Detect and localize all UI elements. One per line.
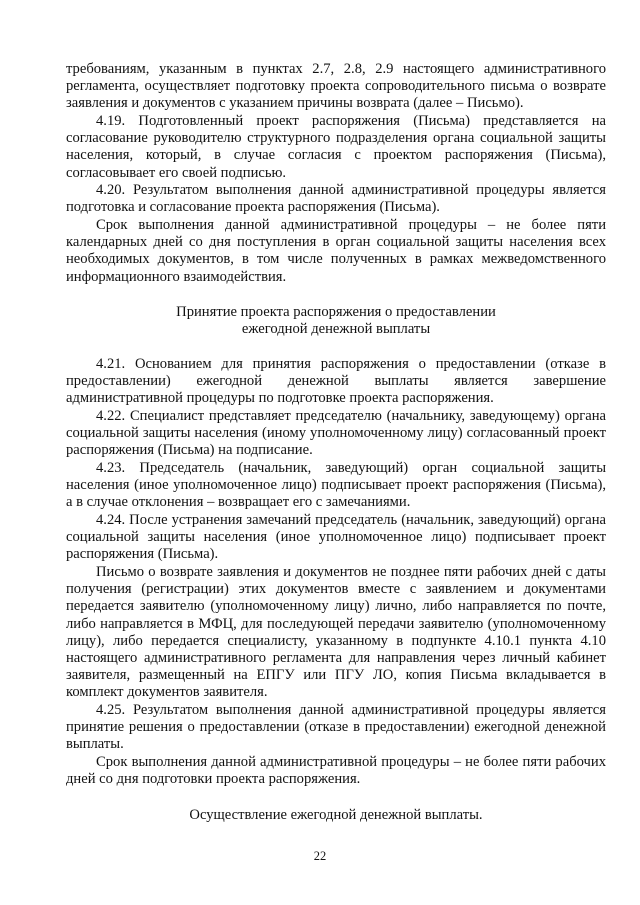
paragraph-4-23: 4.23. Председатель (начальник, заведующий) орган социальной защиты населения (иное уполномоченное лицо) подписывает проект распоряжения (Письма), а в случае отклонения – возвращает его с замечаниями. bbox=[66, 460, 606, 511]
paragraph-4-19: 4.19. Подготовленный проект распоряжения (Письма) представляется на согласование руководителю структурного подразделения органа социальной защиты населения, который, в случае согласия с проектом распоряжения (Письма), согласовывает его своей подписью. bbox=[66, 113, 606, 181]
section-heading-line1: Принятие проекта распоряжения о предоставлении bbox=[176, 304, 496, 320]
paragraph-letter-return: Письмо о возврате заявления и документов не позднее пяти рабочих дней с даты получения (регистрации) этих документов вместе с заявлением и документами передается заявителю (уполномоченному лицу) лично, либо направляется по почте, либо направляется в МФЦ, для последующей передачи заявителю (уполномоченному лицу), либо передается специалисту, указанному в подпункте 4.10.1 пункта 4.10 настоящего административного регламента для направления через личный кабинет заявителя, размещенный на ЕПГУ или ПГУ ЛО, копия Письма вкладывается в комплект документов заявителя. bbox=[66, 564, 606, 701]
paragraph-4-22: 4.22. Специалист представляет председателю (начальнику, заведующему) органа социальной защиты населения (иному уполномоченному лицу) согласованный проект распоряжения (Письма) на подписание. bbox=[66, 408, 606, 459]
paragraph-4-20: 4.20. Результатом выполнения данной административной процедуры является подготовка и согласование проекта распоряжения (Письма). bbox=[66, 182, 606, 216]
paragraph-deadline-1: Срок выполнения данной административной процедуры – не более пяти календарных дней со дня поступления в орган социальной защиты населения всех необходимых документов, в том числе полученных в рамках межведомственного информационного взаимодействия. bbox=[66, 217, 606, 285]
paragraph-4-21: 4.21. Основанием для принятия распоряжения о предоставлении (отказе в предоставлении) ежегодной денежной выплаты является завершение административной процедуры по подготовке проекта распоряжения. bbox=[66, 356, 606, 407]
paragraph-deadline-2: Срок выполнения данной административной процедуры – не более пяти рабочих дней со дня подготовки проекта распоряжения. bbox=[66, 754, 606, 788]
paragraph-4-25: 4.25. Результатом выполнения данной административной процедуры является принятие решения о предоставлении (отказе в предоставлении) ежегодной денежной выплаты. bbox=[66, 702, 606, 753]
section-heading-payment: Осуществление ежегодной денежной выплаты. bbox=[189, 807, 483, 823]
paragraph-continuation: требованиям, указанным в пунктах 2.7, 2.8, 2.9 настоящего административного регламента, осуществляет подготовку проекта сопроводительного письма о возврате заявления и документов с указанием причины возврата (далее – Письмо). bbox=[66, 61, 606, 112]
paragraph-4-24: 4.24. После устранения замечаний председатель (начальник, заведующий) органа социальной защиты населения (иное уполномоченное лицо) подписывает проект распоряжения (Письма). bbox=[66, 512, 606, 563]
page-number: 22 bbox=[313, 849, 327, 863]
section-heading-line2: ежегодной денежной выплаты bbox=[241, 321, 431, 337]
